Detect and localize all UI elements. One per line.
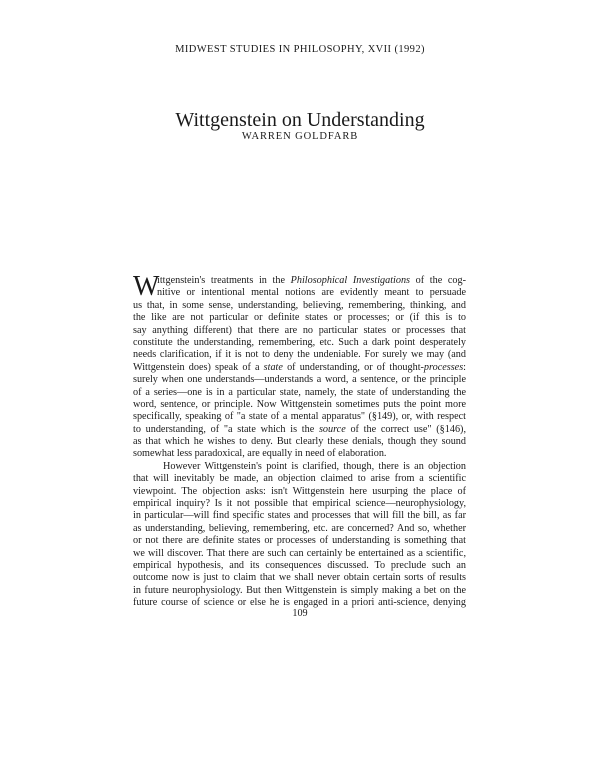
- paragraph-2: [133, 461, 466, 610]
- text-line: ittgenstein's treatments in the Philosophical Investigations of the cog-: [157, 275, 466, 286]
- text-line: Wittgenstein does) speak of a state of understanding, or of thought-processes:: [133, 361, 466, 373]
- text-line: empirical hypothesis, and its consequences discussed. To preclude such an: [133, 559, 466, 571]
- text-line: surely when one understands—understands a word, a sentence, or the principle: [133, 374, 466, 386]
- running-head: MIDWEST STUDIES IN PHILOSOPHY, XVII (1992): [175, 44, 425, 55]
- text-line: us that, in some sense, understanding, believing, remembering, thinking, and: [133, 299, 466, 311]
- article-title: Wittgenstein on Understanding: [175, 109, 425, 132]
- text-line: that will inevitably be made, an objection claimed to arise from a scientific: [133, 473, 466, 485]
- text-line: say anything different) that there are no particular states or processes that: [133, 324, 466, 336]
- text-line: the like are not particular or definite states or processes; or (if this is to: [133, 312, 466, 324]
- text-line: as that which he wishes to deny. But clearly these denials, though they sound: [133, 436, 466, 448]
- text-line: to understanding, of "a state which is the source of the correct use" (§146),: [133, 423, 466, 435]
- paragraph-1: [133, 271, 466, 461]
- text-line: of a series—one is in a particular state, namely, the state of understanding the: [133, 386, 466, 398]
- body-text: [133, 271, 466, 610]
- text-line: in particular—will find specific states and processes that will fill the bill, as far: [133, 510, 466, 522]
- text-line: nitive or intentional mental notions are evidently meant to persuade: [157, 287, 466, 299]
- drop-cap: W: [133, 271, 160, 302]
- text-line: in future neurophysiology. But then Wittgenstein is simply making a bet on the: [133, 584, 466, 596]
- text-line: word, sentence, or principle. Now Wittgenstein sometimes puts the point more: [133, 398, 466, 410]
- text-line: outcome now is just to claim that we shall never obtain certain sorts of results: [133, 572, 466, 584]
- text-line: constitute the understanding, remembering, etc. Such a dark point desperately: [133, 336, 466, 348]
- text-line: we will discover. That there are such can certainly be entertained as a scientific,: [133, 547, 466, 559]
- text-line: empirical inquiry? Is it not possible that empirical science—neurophysiology,: [133, 498, 466, 510]
- article-author: WARREN GOLDFARB: [241, 131, 359, 142]
- text-line: as understanding, believing, remembering, etc. are concerned? And so, whether: [133, 522, 466, 534]
- text-line: specifically, speaking of "a state of a mental apparatus" (§149), or, with respect: [133, 411, 466, 423]
- text-line: future course of science or else he is engaged in a priori anti-science, denying: [133, 597, 466, 609]
- text-line: However Wittgenstein's point is clarified, though, there is an objection: [163, 460, 466, 472]
- page-number: 109: [292, 608, 308, 619]
- text-line: needs clarification, if it is not to deny the undeniable. For surely we may (and: [133, 349, 466, 361]
- text-line: somewhat less paradoxical, are equally in need of elaboration.: [133, 448, 387, 460]
- text-line: or not there are definite states or processes of understanding is something that: [133, 535, 466, 547]
- text-line: viewpoint. The objection asks: isn't Wittgenstein here usurping the place of: [133, 485, 466, 497]
